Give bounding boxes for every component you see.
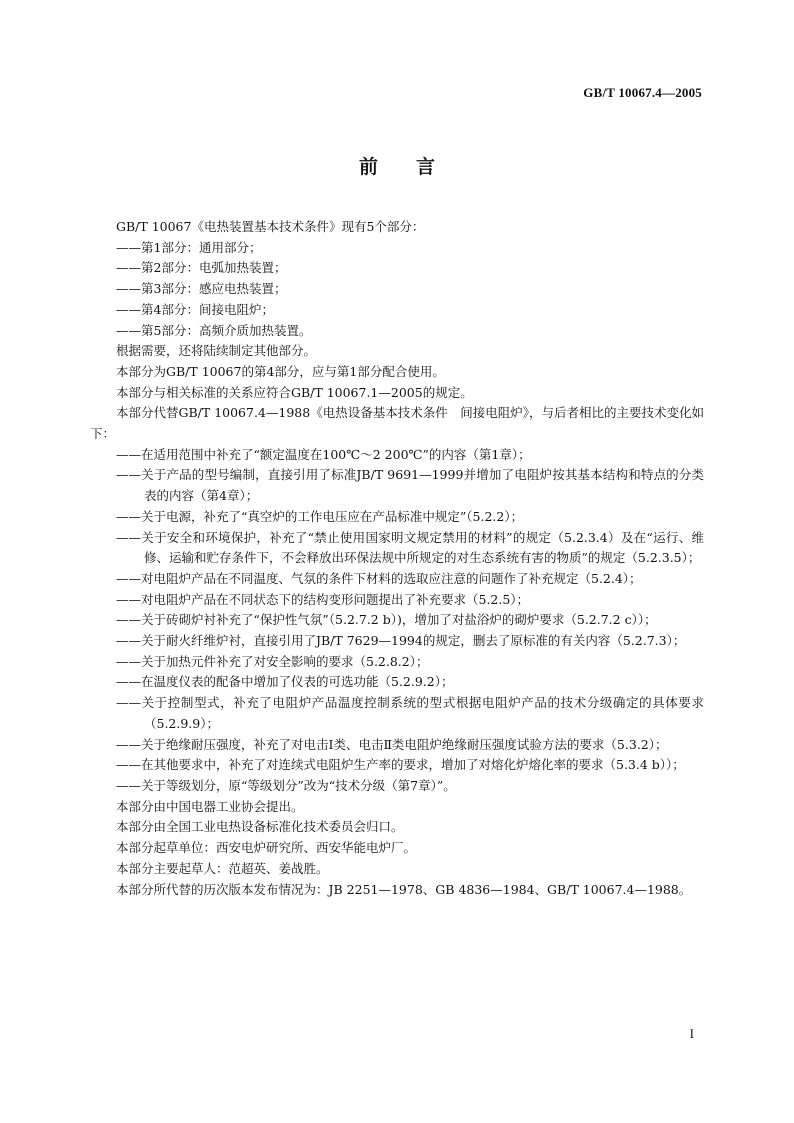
change-list-item: ——对电阻炉产品在不同温度、气氛的条件下材料的选取应注意的问题作了补充规定（5.2.4）； (116, 570, 642, 586)
paragraph: 本部分由全国工业电热设备标准化技术委员会归口。 (116, 819, 404, 835)
change-list-item: ——关于控制型式，补充了电阻炉产品温度控制系统的型式根据电阻炉产品的技术分级确定的具体要求（5.2.9.9）； (116, 695, 704, 731)
intro-paragraph: GB/T 10067《电热装置基本技术条件》现有5个部分： (116, 219, 425, 234)
paragraph: 本部分为GB/T 10067的第4部分，应与第1部分配合使用。 (116, 363, 445, 379)
paragraph: 本部分所代替的历次版本发布情况为：JB 2251—1978、GB 4836—1984、GB/T 10067.4—1988。 (116, 881, 692, 897)
change-list-item: ——关于耐火纤维炉衬，直接引用了JB/T 7629—1994的规定，删去了原标准的有关内容（5.2.7.3）； (116, 633, 686, 649)
part-list-item: ——第1部分：通用部分； (116, 239, 262, 255)
paragraph: 本部分由中国电器工业协会提出。 (116, 798, 304, 814)
change-list-item: ——在温度仪表的配备中增加了仪表的可选功能（5.2.9.2）； (116, 674, 454, 690)
change-list-item: ——对电阻炉产品在不同状态下的结构变形问题提出了补充要求（5.2.5）； (116, 591, 530, 607)
paragraph: 本部分与相关标准的关系应符合GB/T 10067.1—2005的规定。 (116, 384, 473, 400)
part-list-item: ——第3部分：感应电热装置； (116, 281, 287, 297)
change-list-item: ——关于加热元件补充了对安全影响的要求（5.2.8.2）； (116, 653, 429, 669)
part-list-item: ——第2部分：电弧加热装置； (116, 260, 287, 276)
part-list-item: ——第4部分：间接电阻炉； (116, 301, 274, 317)
change-list-item: ——在适用范围中补充了“额定温度在100℃～2 200℃”的内容（第1章）； (116, 446, 531, 462)
foreword-body (90, 217, 704, 900)
change-list-item: ——关于产品的型号编制，直接引用了标准JB/T 9691—1999并增加了电阻炉按其基本结构和特点的分类表的内容（第4章）； (116, 467, 704, 504)
paragraph: 本部分起草单位：西安电炉研究所、西安华能电炉厂。 (116, 840, 417, 856)
paragraph: 根据需要，还将陆续制定其他部分。 (116, 343, 317, 359)
standard-code: GB/T 10067.4—2005 (583, 85, 702, 100)
page-number: I (689, 1026, 694, 1041)
paragraph: 本部分主要起草人：范超英、姜战胜。 (116, 860, 329, 876)
part-list-item: ——第5部分：高频介质加热装置。 (116, 322, 312, 338)
paragraph: 本部分代替GB/T 10067.4—1988《电热设备基本技术条件 间接电阻炉》，与后者相比的主要技术变化如下： (90, 405, 704, 442)
change-list-item: ——在其他要求中，补充了对连续式电阻炉生产率的要求，增加了对熔化炉熔化率的要求（5.3.4 b））； (116, 757, 685, 773)
change-list-item: ——关于砖砌炉衬补充了“保护性气氛”（5.2.7.2 b）)，增加了对盐浴炉的砌炉要求（5.2.7.2 c））； (116, 612, 657, 628)
page-title: 前言 (358, 156, 473, 178)
change-list-item: ——关于电源，补充了“真空炉的工作电压应在产品标准中规定”（5.2.2）； (116, 508, 524, 524)
change-list-item: ——关于绝缘耐压强度，补充了对电击Ⅰ类、电击Ⅱ类电阻炉绝缘耐压强度试验方法的要求（5.3.2）； (116, 736, 668, 752)
change-list-item: ——关于等级划分，原“等级划分”改为“技术分级（第7章）”。 (116, 777, 456, 793)
change-list-item: ——关于安全和环境保护，补充了“禁止使用国家明文规定禁用的材料”的规定（5.2.3.4）及在“运行、维修、运输和贮存条件下，不会释放出环保法规中所规定的对生态系统有害的物质”的规定（5.2.3.5）； (116, 529, 704, 566)
